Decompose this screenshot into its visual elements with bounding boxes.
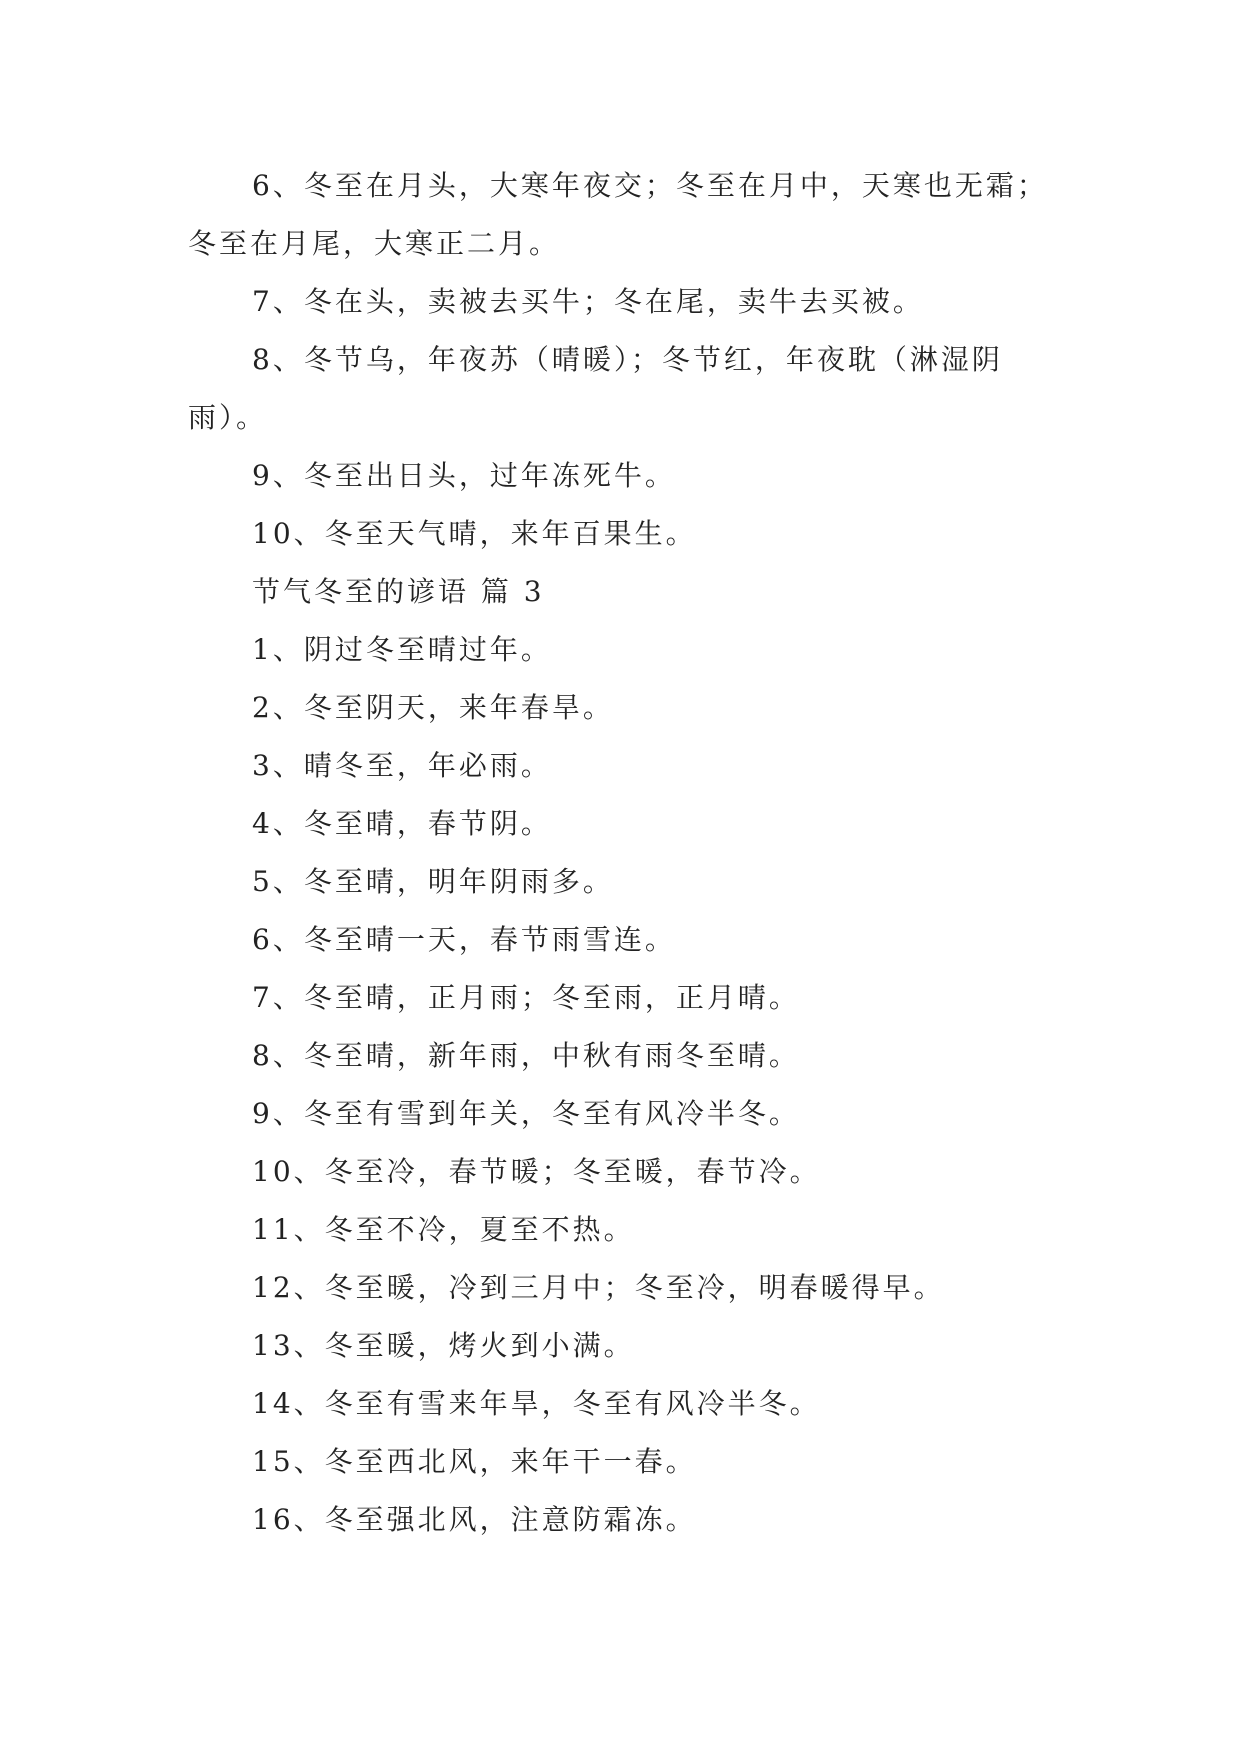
paragraph: 7、冬在头，卖被去买牛；冬在尾，卖牛去买被。 [252,285,924,318]
paragraph: 1、阴过冬至晴过年。 [252,633,552,666]
paragraph: 10、冬至天气晴，来年百果生。 [252,517,697,550]
paragraph: 6、冬至在月头，大寒年夜交；冬至在月中，天寒也无霜；冬至在月尾，大寒正二月。 [188,169,1048,260]
paragraph: 9、冬至有雪到年关，冬至有风冷半冬。 [252,1097,800,1130]
paragraph: 3、晴冬至，年必雨。 [252,749,552,782]
paragraph: 8、冬至晴，新年雨，中秋有雨冬至晴。 [252,1039,800,1072]
paragraph: 12、冬至暖，冷到三月中；冬至冷，明春暖得早。 [252,1271,945,1304]
section-heading: 节气冬至的谚语 篇 3 [252,575,545,608]
paragraph: 7、冬至晴，正月雨；冬至雨，正月晴。 [252,981,800,1014]
paragraph: 16、冬至强北风，注意防霜冻。 [252,1503,697,1536]
paragraph: 9、冬至出日头，过年冻死牛。 [252,459,676,492]
paragraph: 8、冬节乌，年夜苏（晴暖）；冬节红，年夜耽（淋湿阴雨）。 [188,343,1003,434]
document-body [188,157,1058,1549]
paragraph: 11、冬至不冷，夏至不热。 [252,1213,635,1246]
paragraph: 2、冬至阴天，来年春旱。 [252,691,614,724]
paragraph: 5、冬至晴，明年阴雨多。 [252,865,614,898]
paragraph: 10、冬至冷，春节暖；冬至暖，春节冷。 [252,1155,821,1188]
paragraph: 4、冬至晴，春节阴。 [252,807,552,840]
paragraph: 14、冬至有雪来年旱，冬至有风冷半冬。 [252,1387,821,1420]
paragraph: 15、冬至西北风，来年干一春。 [252,1445,697,1478]
paragraph: 6、冬至晴一天，春节雨雪连。 [252,923,676,956]
paragraph: 13、冬至暖，烤火到小满。 [252,1329,635,1362]
